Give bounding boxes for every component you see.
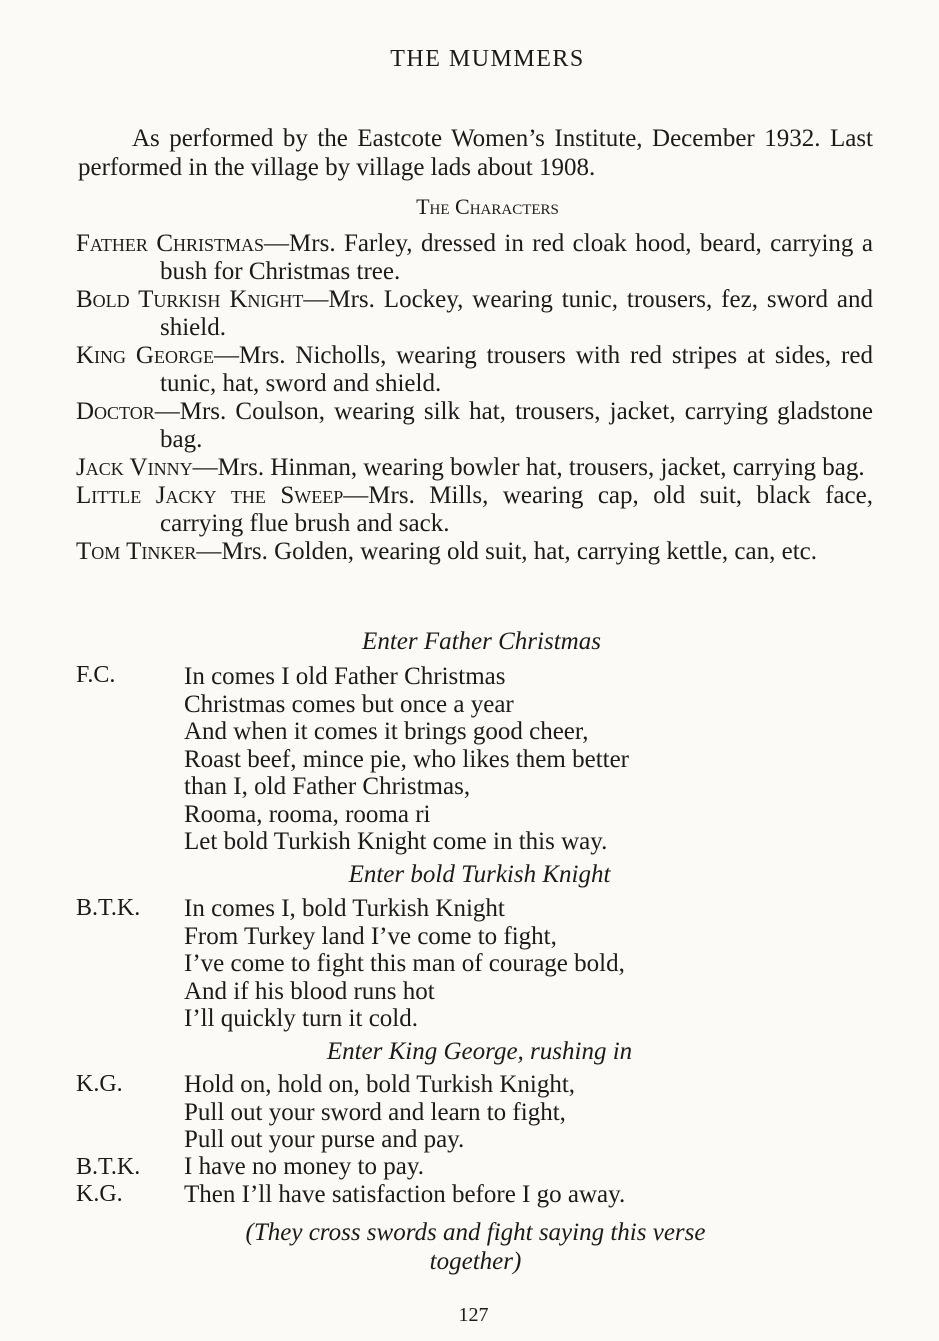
verse-line: I’ve come to fight this man of courage bold, [184,950,625,977]
page-title: THE MUMMERS [390,46,585,72]
character-entry [76,398,873,454]
verse-line: I have no money to pay. [184,1153,424,1180]
verse-block [184,663,629,856]
character-description: —Mrs. Golden, wearing old suit, hat, carrying kettle, can, etc. [196,538,817,565]
character-name: Tom Tinker [76,538,197,565]
verse-line: Rooma, rooma, rooma ri [184,800,431,828]
character-description: —Mrs. Lockey, wearing tunic, trousers, fez, sword and shield. [160,286,873,341]
speaker-label: B.T.K. [76,1154,141,1180]
verse-line: Then I’ll have satisfaction before I go away. [184,1181,626,1208]
speaker-label: B.T.K. [76,895,141,921]
final-stage-direction [6,1218,939,1276]
character-description: —Mrs. Nicholls, wearing trousers with red stripes at sides, red tunic, hat, sword and shield. [160,342,873,397]
page-number: 127 [458,1304,489,1326]
verse-line: Roast beef, mince pie, who likes them better [184,745,630,773]
verse-line: And if his blood runs hot [184,977,435,1005]
speaker-label: K.G. [76,1071,123,1097]
character-entry [76,538,873,566]
character-entry [76,454,873,482]
character-name: Father Christmas [76,230,265,257]
final-direction-line: (They cross swords and fight saying this verse [245,1219,706,1246]
character-entry [76,482,873,538]
character-description: —Mrs. Mills, wearing cap, old suit, black face, carrying flue brush and sack. [160,482,873,537]
characters-heading: The Characters [416,194,559,219]
character-name: Little Jacky the Sweep [76,482,344,509]
verse-line: From Turkey land I’ve come to fight, [184,922,557,950]
speaker-label: K.G. [76,1181,123,1207]
character-name: Jack Vinny [76,454,193,481]
character-description: —Mrs. Farley, dressed in red cloak hood, beard, carrying a bush for Christmas tree. [160,230,873,285]
verse-line: Pull out your sword and learn to fight, [184,1098,566,1126]
character-description: —Mrs. Coulson, wearing silk hat, trousers, jacket, carrying gladstone bag. [154,398,873,453]
verse-line: Pull out your purse and pay. [184,1126,465,1153]
verse-line: than I, old Father Christmas, [184,773,471,800]
character-description: —Mrs. Hinman, wearing bowler hat, trousers, jacket, carrying bag. [192,454,865,481]
speaker-label: F.C. [76,662,116,688]
stage-direction: Enter Father Christmas [362,628,601,655]
character-name: King George [76,342,214,369]
verse-line: And when it comes it brings good cheer, [184,718,589,745]
final-direction-line: together) [429,1248,522,1275]
character-entry [76,230,873,286]
stage-direction: Enter bold Turkish Knight [348,861,611,888]
verse-line: Let bold Turkish Knight come in this way. [184,828,608,855]
character-list [76,230,873,566]
verse-line: In comes I, bold Turkish Knight [184,895,505,922]
verse-line: Hold on, hold on, bold Turkish Knight, [184,1071,576,1098]
verse-block [184,895,625,1033]
character-entry [76,342,873,398]
character-entry [76,286,873,342]
verse-block [184,1071,575,1154]
character-name: Doctor [76,398,155,425]
verse-line: In comes I old Father Christmas [184,663,506,690]
stage-direction: Enter King George, rushing in [326,1038,633,1065]
intro-paragraph: As performed by the Eastcote Women’s Institute, December 1932. Last performed in the village by village lads about 1908. [78,125,873,181]
verse-line: I’ll quickly turn it cold. [184,1005,418,1032]
verse-line: Christmas comes but once a year [184,690,514,718]
character-name: Bold Turkish Knight [76,286,304,313]
